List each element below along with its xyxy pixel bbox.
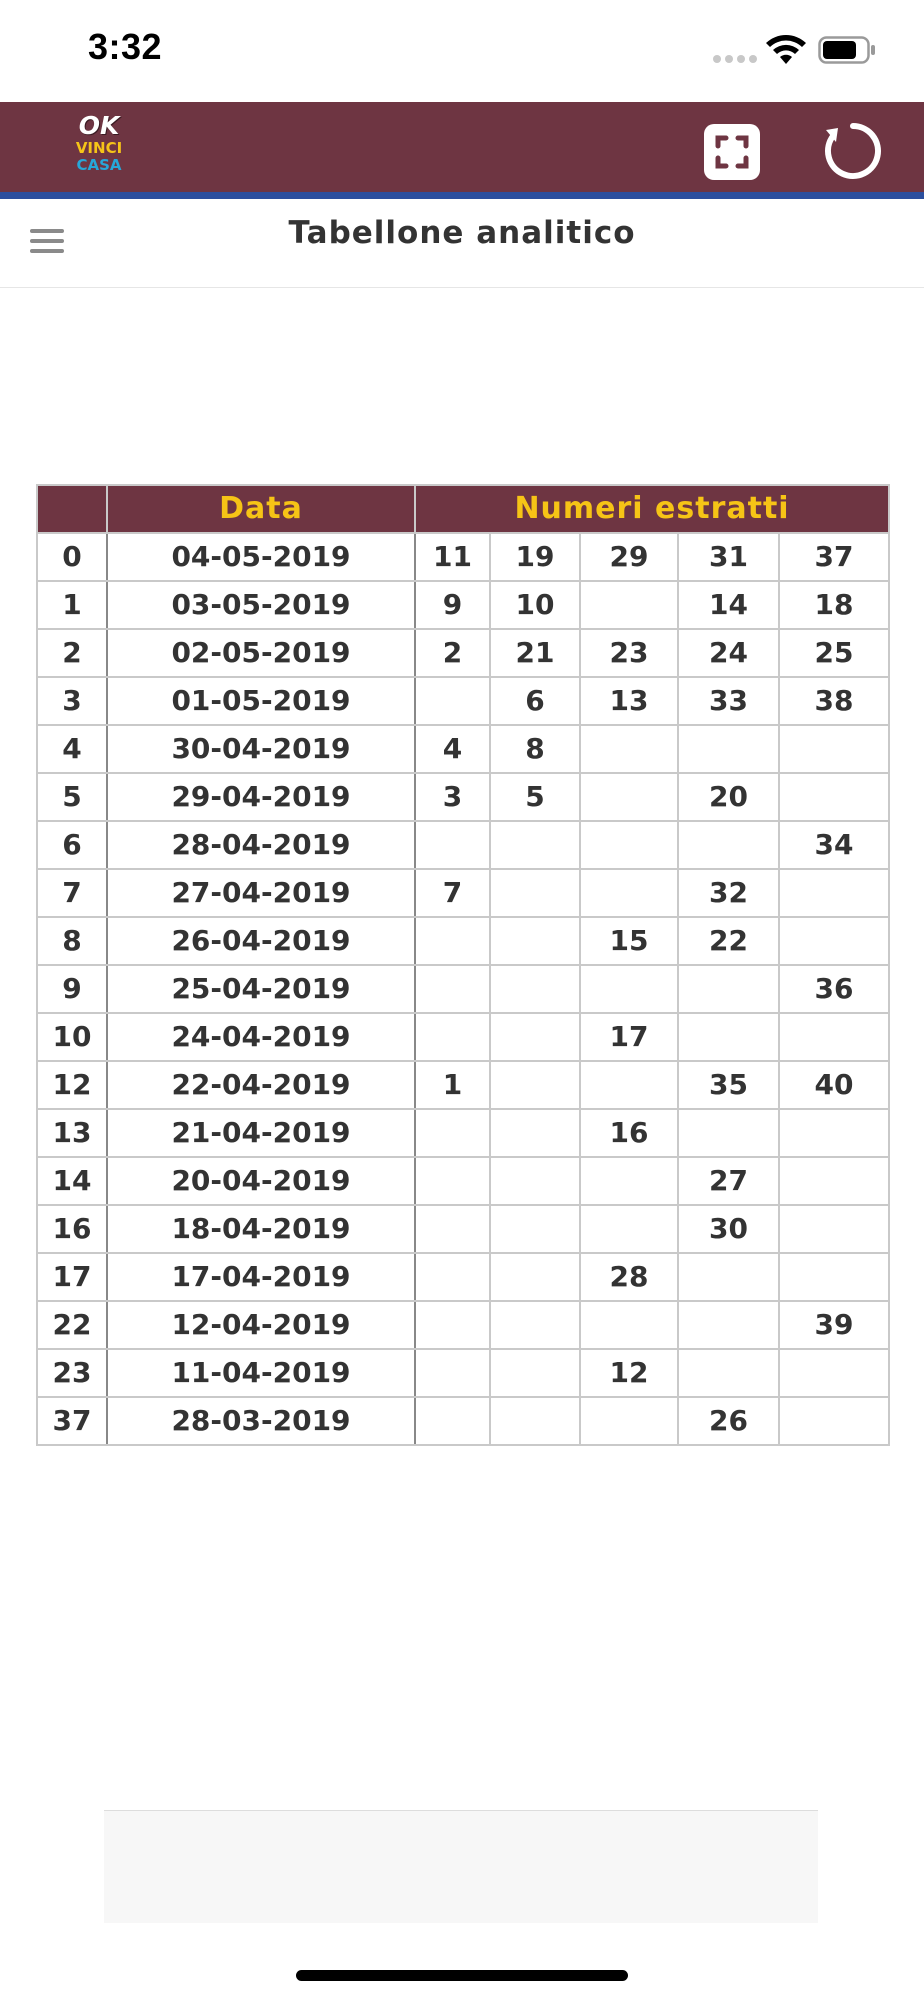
extracted-number-cell: 3 xyxy=(415,773,490,821)
extracted-number-cell: 20 xyxy=(678,773,779,821)
extracted-number-cell xyxy=(490,869,580,917)
header-date: Data xyxy=(107,485,415,533)
extracted-number-cell: 25 xyxy=(779,629,889,677)
extracted-number-cell xyxy=(580,869,678,917)
extracted-number-cell xyxy=(678,1109,779,1157)
cellular-signal-icon xyxy=(713,55,757,63)
extracted-number-cell xyxy=(779,1109,889,1157)
extracted-number-cell xyxy=(779,1157,889,1205)
extracted-number-cell: 6 xyxy=(490,677,580,725)
battery-icon xyxy=(818,36,876,64)
extracted-number-cell xyxy=(580,821,678,869)
extracted-number-cell xyxy=(580,1301,678,1349)
extracted-number-cell: 22 xyxy=(678,917,779,965)
extracted-number-cell: 10 xyxy=(490,581,580,629)
extracted-number-cell: 17 xyxy=(580,1013,678,1061)
extracted-number-cell xyxy=(779,725,889,773)
extracted-number-cell: 27 xyxy=(678,1157,779,1205)
extracted-number-cell: 2 xyxy=(415,629,490,677)
extracted-number-cell: 23 xyxy=(580,629,678,677)
row-date: 04-05-2019 xyxy=(107,533,415,581)
row-date: 27-04-2019 xyxy=(107,869,415,917)
extracted-number-cell xyxy=(415,1157,490,1205)
table-row xyxy=(37,1205,889,1253)
extracted-number-cell xyxy=(415,677,490,725)
logo-ok: OK xyxy=(78,111,120,140)
row-date: 28-04-2019 xyxy=(107,821,415,869)
extracted-number-cell xyxy=(580,1397,678,1445)
extracted-number-cell: 26 xyxy=(678,1397,779,1445)
row-date: 30-04-2019 xyxy=(107,725,415,773)
table-body xyxy=(37,533,889,1445)
row-date: 28-03-2019 xyxy=(107,1397,415,1445)
row-index: 37 xyxy=(37,1397,107,1445)
row-date: 18-04-2019 xyxy=(107,1205,415,1253)
extracted-number-cell: 16 xyxy=(580,1109,678,1157)
row-index: 16 xyxy=(37,1205,107,1253)
extracted-number-cell xyxy=(580,773,678,821)
row-index: 17 xyxy=(37,1253,107,1301)
table-row xyxy=(37,821,889,869)
extracted-number-cell: 39 xyxy=(779,1301,889,1349)
row-date: 02-05-2019 xyxy=(107,629,415,677)
extracted-number-cell: 7 xyxy=(415,869,490,917)
extracted-number-cell: 11 xyxy=(415,533,490,581)
row-date: 21-04-2019 xyxy=(107,1109,415,1157)
extracted-number-cell xyxy=(415,1397,490,1445)
status-time: 3:32 xyxy=(88,26,163,67)
extracted-number-cell xyxy=(779,1013,889,1061)
extracted-number-cell xyxy=(490,821,580,869)
extracted-number-cell: 8 xyxy=(490,725,580,773)
row-index: 6 xyxy=(37,821,107,869)
row-date: 17-04-2019 xyxy=(107,1253,415,1301)
extracted-number-cell: 37 xyxy=(779,533,889,581)
table-row xyxy=(37,533,889,581)
extracted-number-cell xyxy=(779,1205,889,1253)
extracted-number-cell xyxy=(415,1109,490,1157)
extracted-number-cell xyxy=(779,773,889,821)
extracted-number-cell xyxy=(415,1349,490,1397)
fullscreen-icon xyxy=(704,124,760,180)
extracted-number-cell xyxy=(779,869,889,917)
extracted-number-cell: 36 xyxy=(779,965,889,1013)
extracted-number-cell: 5 xyxy=(490,773,580,821)
extracted-number-cell xyxy=(678,1253,779,1301)
row-date: 01-05-2019 xyxy=(107,677,415,725)
row-date: 11-04-2019 xyxy=(107,1349,415,1397)
row-date: 26-04-2019 xyxy=(107,917,415,965)
table-row xyxy=(37,1253,889,1301)
extracted-number-cell xyxy=(415,1205,490,1253)
extracted-number-cell: 9 xyxy=(415,581,490,629)
extracted-number-cell xyxy=(678,725,779,773)
extracted-number-cell: 19 xyxy=(490,533,580,581)
extracted-number-cell xyxy=(415,917,490,965)
extracted-number-cell xyxy=(678,1301,779,1349)
extracted-number-cell xyxy=(490,1157,580,1205)
extracted-number-cell xyxy=(779,1349,889,1397)
extracted-number-cell xyxy=(580,965,678,1013)
extracted-number-cell xyxy=(580,1205,678,1253)
extracted-number-cell: 34 xyxy=(779,821,889,869)
ad-banner xyxy=(104,1810,818,1923)
row-date: 25-04-2019 xyxy=(107,965,415,1013)
extracted-number-cell: 33 xyxy=(678,677,779,725)
extracted-number-cell xyxy=(415,965,490,1013)
header-accent-bar xyxy=(0,192,924,199)
extracted-number-cell xyxy=(490,1253,580,1301)
extracted-number-cell xyxy=(490,1397,580,1445)
row-index: 14 xyxy=(37,1157,107,1205)
extracted-number-cell: 38 xyxy=(779,677,889,725)
logo-casa: CASA xyxy=(76,156,122,174)
extracted-number-cell: 21 xyxy=(490,629,580,677)
row-index: 1 xyxy=(37,581,107,629)
table-row xyxy=(37,1061,889,1109)
extracted-number-cell xyxy=(678,965,779,1013)
extracted-number-cell xyxy=(678,821,779,869)
table-row xyxy=(37,725,889,773)
row-date: 20-04-2019 xyxy=(107,1157,415,1205)
row-index: 12 xyxy=(37,1061,107,1109)
extracted-number-cell xyxy=(490,1349,580,1397)
extracted-number-cell xyxy=(490,917,580,965)
extracted-number-cell xyxy=(415,821,490,869)
table-header-row xyxy=(37,485,889,533)
extracted-number-cell xyxy=(779,917,889,965)
table-row xyxy=(37,965,889,1013)
extracted-number-cell xyxy=(580,1157,678,1205)
extracted-number-cell: 14 xyxy=(678,581,779,629)
row-date: 12-04-2019 xyxy=(107,1301,415,1349)
extracted-number-cell xyxy=(580,725,678,773)
extracted-number-cell xyxy=(490,1013,580,1061)
row-index: 23 xyxy=(37,1349,107,1397)
extracted-number-cell: 24 xyxy=(678,629,779,677)
status-bar xyxy=(0,0,924,102)
wifi-icon xyxy=(764,34,808,66)
table-row xyxy=(37,1397,889,1445)
app-header xyxy=(0,102,924,192)
logo-vinci: VINCI xyxy=(75,139,123,157)
table-row xyxy=(37,869,889,917)
row-date: 24-04-2019 xyxy=(107,1013,415,1061)
extracted-number-cell: 32 xyxy=(678,869,779,917)
row-index: 8 xyxy=(37,917,107,965)
extracted-number-cell xyxy=(415,1253,490,1301)
extracted-number-cell: 31 xyxy=(678,533,779,581)
table-row xyxy=(37,1109,889,1157)
row-date: 29-04-2019 xyxy=(107,773,415,821)
extracted-number-cell xyxy=(490,1109,580,1157)
extracted-number-cell xyxy=(415,1301,490,1349)
table-row xyxy=(37,581,889,629)
title-bar xyxy=(0,199,924,288)
home-indicator xyxy=(296,1970,628,1981)
extracted-number-cell: 18 xyxy=(779,581,889,629)
extracted-number-cell xyxy=(580,581,678,629)
fullscreen-button[interactable] xyxy=(704,124,760,180)
extracted-number-cell xyxy=(779,1397,889,1445)
extracted-number-cell: 13 xyxy=(580,677,678,725)
extracted-number-cell: 30 xyxy=(678,1205,779,1253)
extracted-number-cell xyxy=(490,1301,580,1349)
row-index: 3 xyxy=(37,677,107,725)
row-index: 10 xyxy=(37,1013,107,1061)
app-logo xyxy=(68,112,130,186)
row-index: 0 xyxy=(37,533,107,581)
extracted-number-cell xyxy=(580,1061,678,1109)
row-index: 2 xyxy=(37,629,107,677)
extracted-number-cell: 12 xyxy=(580,1349,678,1397)
extracted-number-cell: 1 xyxy=(415,1061,490,1109)
header-numbers: Numeri estratti xyxy=(415,485,889,533)
table-row xyxy=(37,677,889,725)
row-index: 4 xyxy=(37,725,107,773)
row-date: 22-04-2019 xyxy=(107,1061,415,1109)
table-row xyxy=(37,917,889,965)
refresh-icon[interactable] xyxy=(822,120,884,182)
row-index: 22 xyxy=(37,1301,107,1349)
row-date: 03-05-2019 xyxy=(107,581,415,629)
extracted-number-cell xyxy=(490,1061,580,1109)
extracted-number-cell xyxy=(678,1013,779,1061)
table-row xyxy=(37,1013,889,1061)
table-row xyxy=(37,1157,889,1205)
table-row xyxy=(37,773,889,821)
extracted-number-cell xyxy=(415,1013,490,1061)
extracted-number-cell: 35 xyxy=(678,1061,779,1109)
row-index: 7 xyxy=(37,869,107,917)
results-table xyxy=(36,484,890,1446)
row-index: 5 xyxy=(37,773,107,821)
extracted-number-cell xyxy=(490,1205,580,1253)
extracted-number-cell: 15 xyxy=(580,917,678,965)
extracted-number-cell: 40 xyxy=(779,1061,889,1109)
row-index: 13 xyxy=(37,1109,107,1157)
extracted-number-cell xyxy=(490,965,580,1013)
extracted-number-cell xyxy=(779,1253,889,1301)
extracted-number-cell xyxy=(678,1349,779,1397)
extracted-number-cell: 28 xyxy=(580,1253,678,1301)
row-index: 9 xyxy=(37,965,107,1013)
table-row xyxy=(37,1301,889,1349)
header-index-cell xyxy=(37,485,107,533)
page-title: Tabellone analitico xyxy=(288,215,636,251)
extracted-number-cell: 4 xyxy=(415,725,490,773)
extracted-number-cell: 29 xyxy=(580,533,678,581)
table-row xyxy=(37,629,889,677)
table-row xyxy=(37,1349,889,1397)
